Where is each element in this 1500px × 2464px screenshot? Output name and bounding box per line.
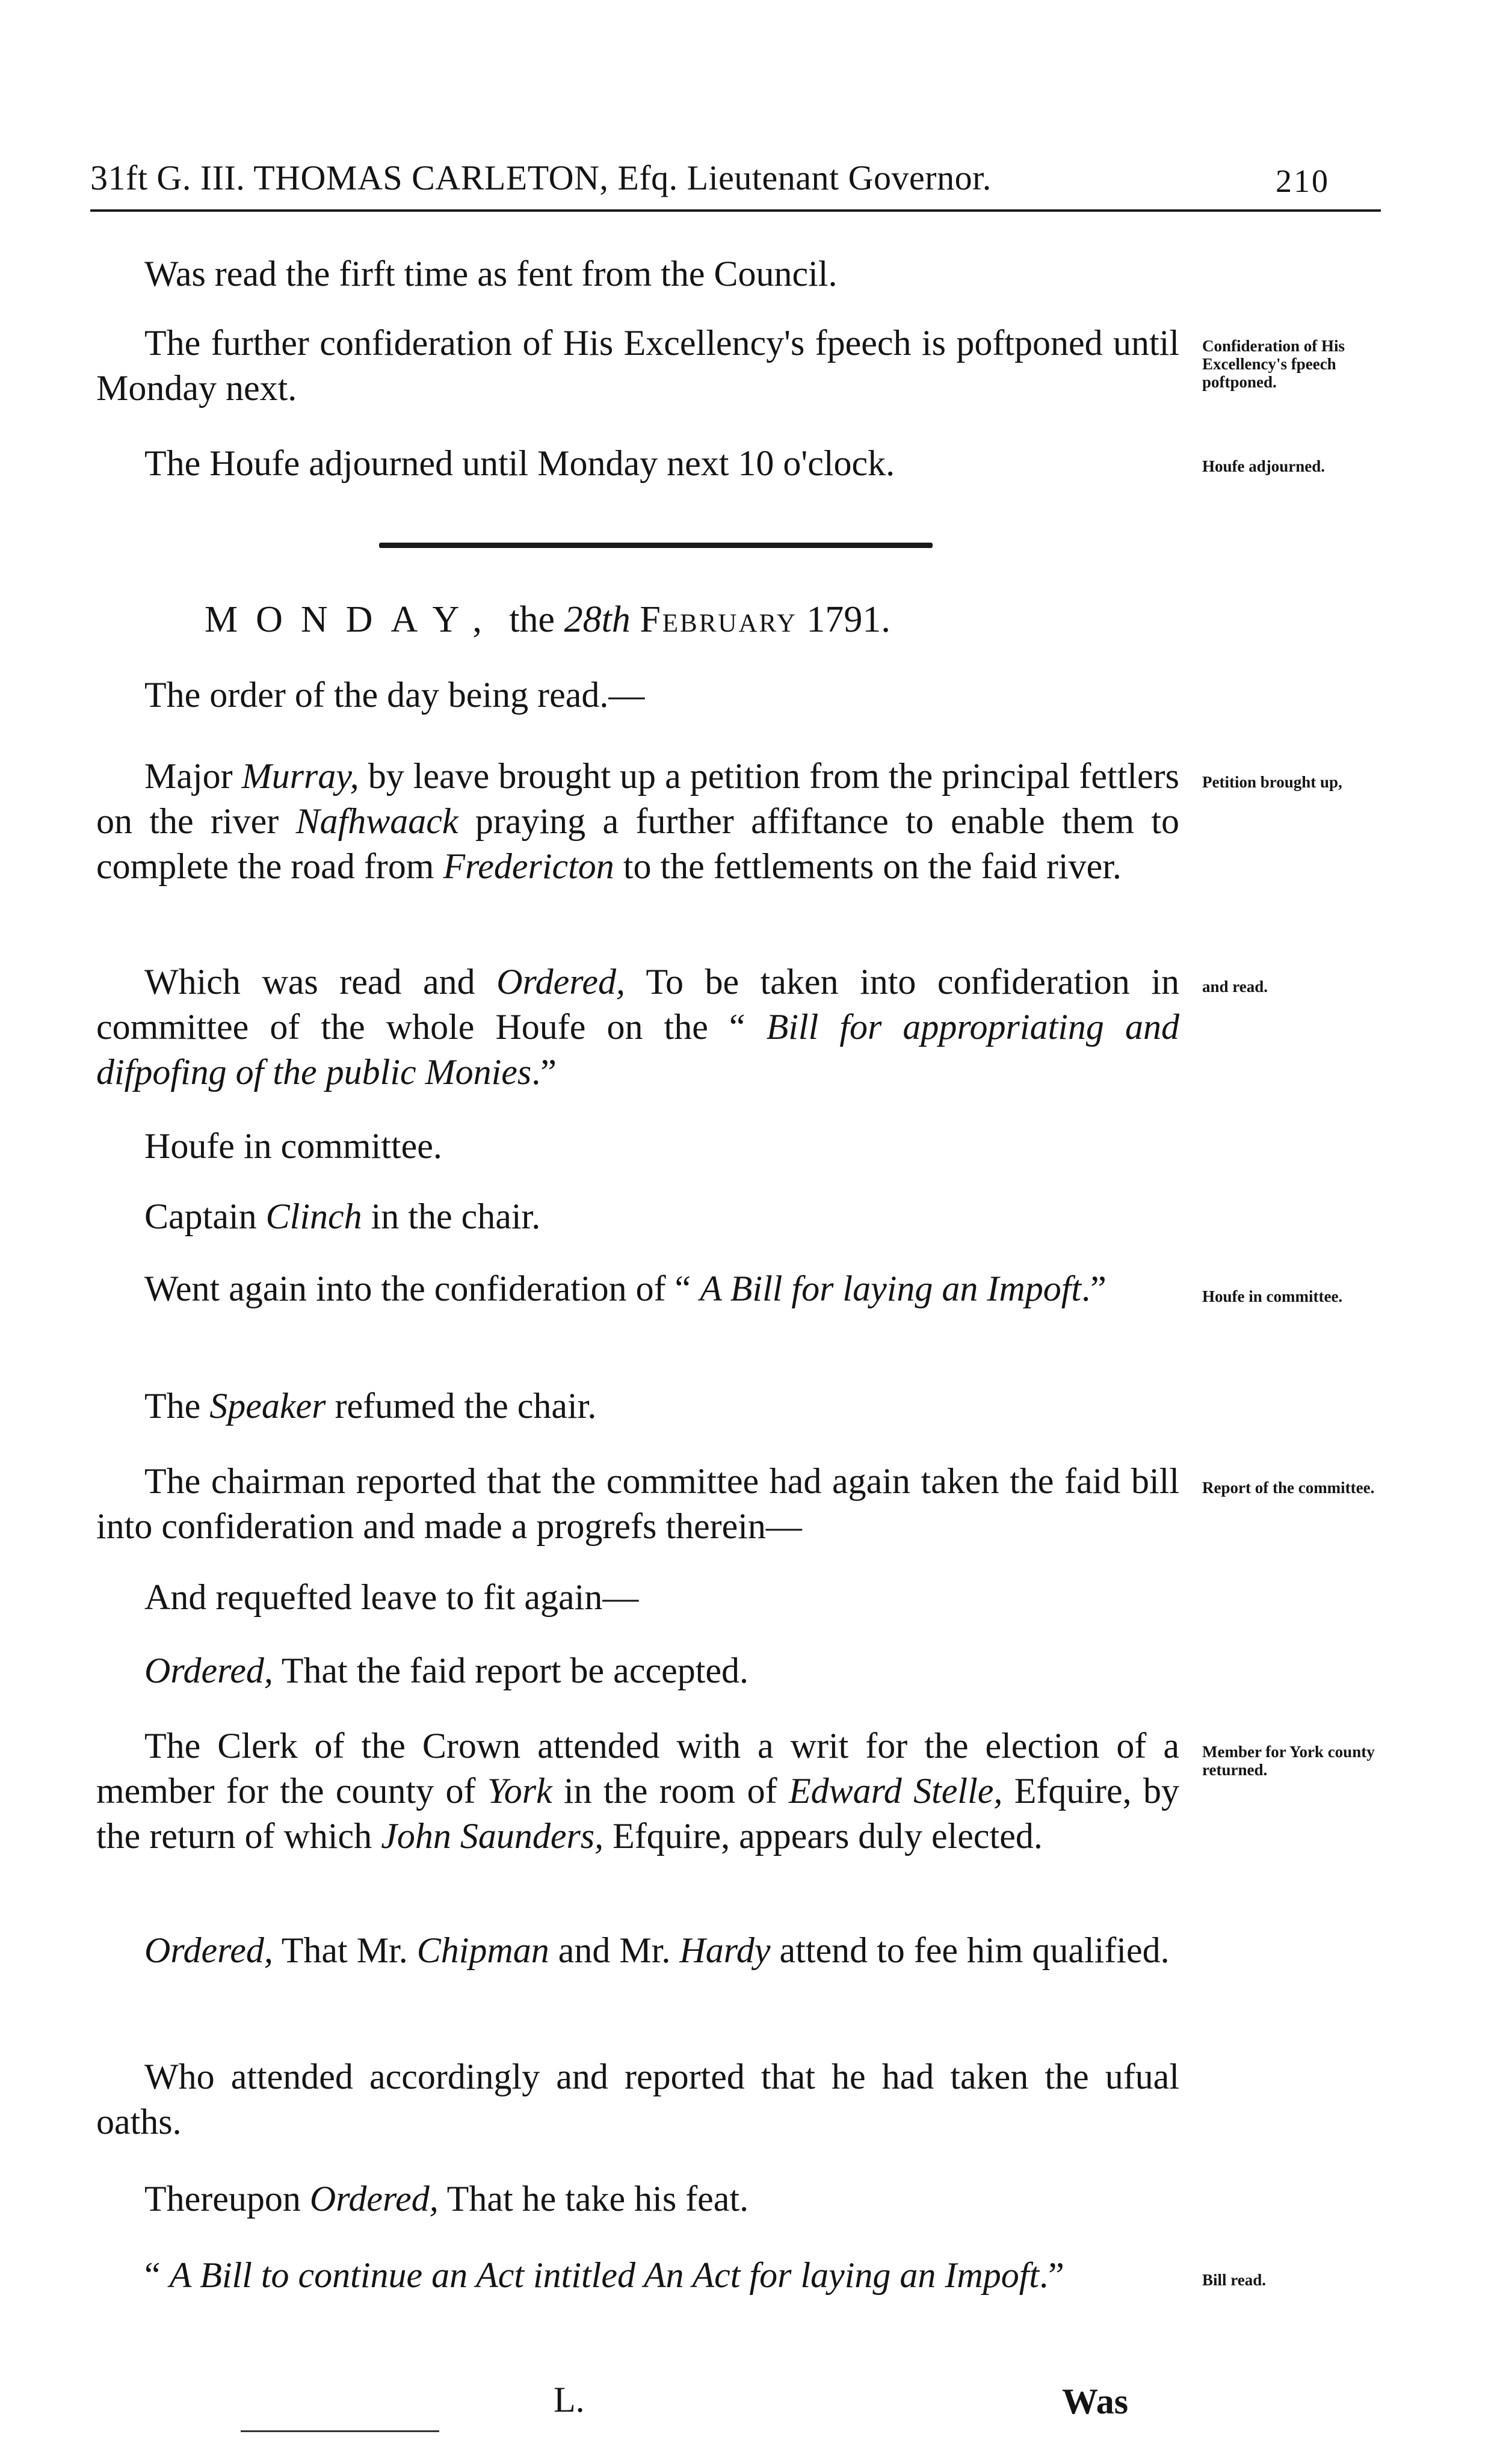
paragraph-14: The Clerk of the Crown attended with a writ for the election of a member for the county of York in the room of Edward Stelle, Efquire, by the return of which John Saunders, Efquire, appears duly elected. xyxy=(96,1726,1179,1856)
paragraph-15: Ordered, That Mr. Chipman and Mr. Hardy attend to fee him qualified. xyxy=(144,1930,1170,1970)
margin-note-speech-postponed: Confideration of His Excellency's fpeech poftponed. xyxy=(1202,337,1345,391)
paragraph-2: The further confideration of His Excellency's fpeech is poftponed until Monday next. xyxy=(96,323,1179,408)
margin-note-house-in-committee: Houfe in committee. xyxy=(1202,1287,1343,1305)
signature-mark: L. xyxy=(554,2380,585,2419)
paragraph-7: Houfe in committee. xyxy=(144,1126,442,1166)
paragraph-1: Was read the firft time as fent from the Council. xyxy=(144,254,838,294)
paragraph-4: The order of the day being read.— xyxy=(144,675,645,715)
date-heading: MONDAY, the 28th February 1791. xyxy=(205,599,890,640)
paragraph-5: Major Murray, by leave brought up a petition from the principal fettlers on the river Nafhwaack praying a further affiftance to enable them to complete the road from Fredericton to the fettlements on the faid river. xyxy=(96,756,1180,886)
paragraph-16: Who attended accordingly and reported that he had taken the ufual oaths. xyxy=(96,2057,1179,2142)
paragraph-3: The Houfe adjourned until Monday next 10 o'clock. xyxy=(144,443,895,483)
paragraph-6: Which was read and Ordered, To be taken into confideration in committee of the whole Houfe on the “ Bill for appropriating and difpofing of the public Monies.” xyxy=(96,962,1179,1092)
paragraph-9: Went again into the confideration of “ A Bill for laying an Impoft.” xyxy=(144,1269,1106,1308)
margin-note-bill-read: Bill read. xyxy=(1202,2271,1267,2289)
paragraph-17: Thereupon Ordered, That he take his feat. xyxy=(144,2179,749,2219)
header-rule xyxy=(90,209,1381,212)
margin-note-read: and read. xyxy=(1202,978,1268,996)
catchword: Was xyxy=(1062,2382,1129,2421)
paragraph-13: Ordered, That the faid report be accepted. xyxy=(144,1651,749,1690)
paragraph-8: Captain Clinch in the chair. xyxy=(144,1197,541,1236)
page-number: 210 xyxy=(1276,163,1330,199)
running-head: 31ft G. III. THOMAS CARLETON, Efq. Lieutenant Governor. xyxy=(90,158,992,197)
footer-dash xyxy=(241,2430,439,2432)
paragraph-11: The chairman reported that the committee had again taken the faid bill into confideration and made a progrefs therein— xyxy=(96,1461,1179,1546)
paragraph-12: And requefted leave to fit again— xyxy=(144,1577,639,1617)
margin-note-report: Report of the committee. xyxy=(1202,1479,1375,1497)
section-separator xyxy=(379,543,933,548)
paragraph-18: “ A Bill to continue an Act intitled An Act for laying an Impoft.” xyxy=(144,2255,1064,2295)
margin-note-house-adjourned: Houfe adjourned. xyxy=(1202,457,1326,475)
paragraph-10: The Speaker refumed the chair. xyxy=(144,1386,597,1426)
margin-note-member-returned: Member for York county returned. xyxy=(1202,1743,1375,1779)
margin-note-petition: Petition brought up, xyxy=(1202,773,1342,791)
